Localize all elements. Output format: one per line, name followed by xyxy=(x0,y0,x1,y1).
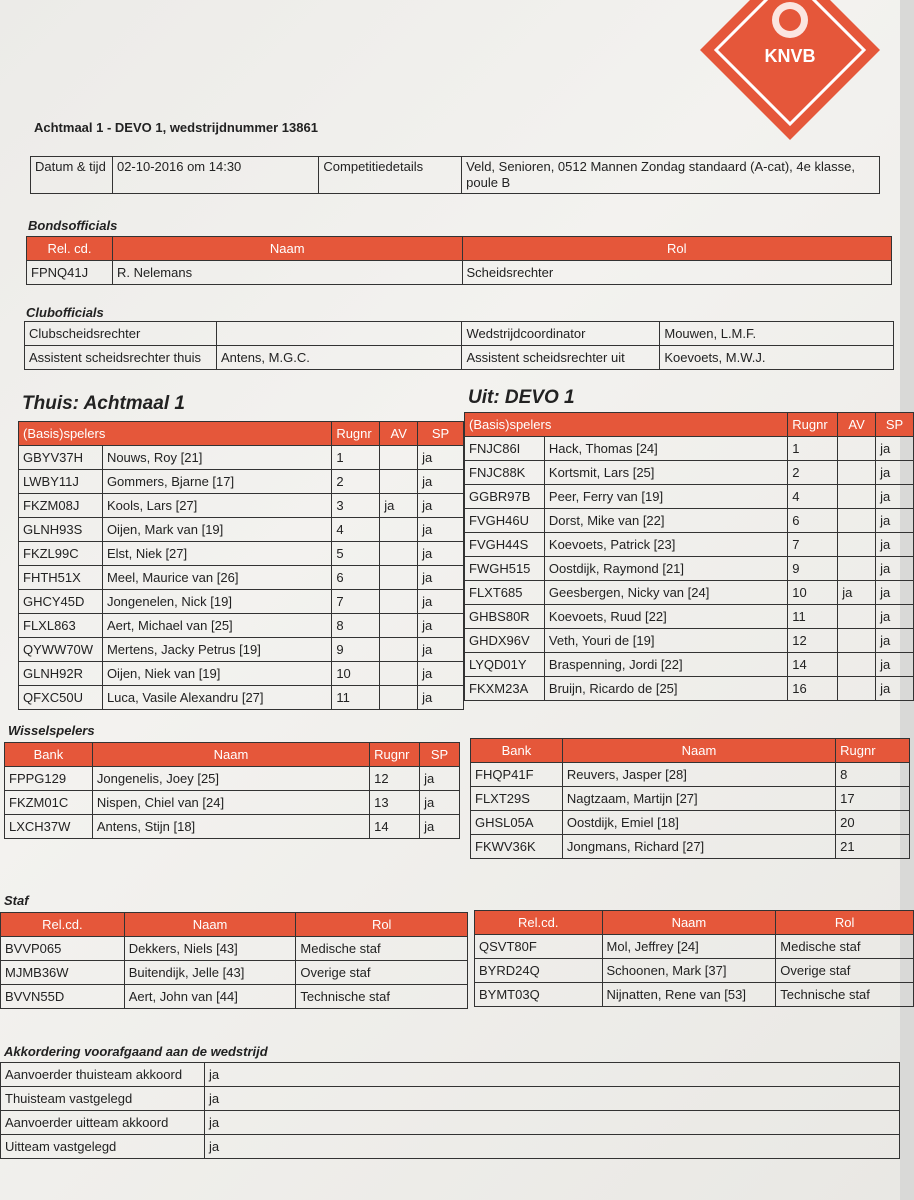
knvb-logo xyxy=(705,0,875,120)
home-col-av: AV xyxy=(380,422,418,446)
home-staff-table: Rel.cd. Naam Rol BVVP065 Dekkers, Niels [43] Medische staf MJMB36W Buitendijk, Jelle [43] Overige staf BVVN55D Aert, John van [44] Technische staf xyxy=(0,912,468,1009)
bonds-table xyxy=(26,236,892,285)
away-col-spelers: (Basis)spelers xyxy=(465,413,788,437)
table-row: FKXM23A Bruijn, Ricardo de [25] 16 ja xyxy=(465,677,914,701)
table-row: Aanvoerder uitteam akkoord ja xyxy=(1,1111,900,1135)
table-row: BYRD24Q Schoonen, Mark [37] Overige staf xyxy=(475,959,914,983)
table-row: FLXT685 Geesbergen, Nicky van [24] 10 ja ja xyxy=(465,581,914,605)
home-players-table xyxy=(18,421,464,710)
table-row: Thuisteam vastgelegd ja xyxy=(1,1087,900,1111)
table-row: FKWV36K Jongmans, Richard [27] 21 xyxy=(471,835,910,859)
home-team-heading: Thuis: Achtmaal 1 xyxy=(22,393,185,414)
table-row: QFXC50U Luca, Vasile Alexandru [27] 11 ja xyxy=(19,686,464,710)
table-row: GLNH93S Oijen, Mark van [19] 4 ja xyxy=(19,518,464,542)
datum-label: Datum & tijd xyxy=(31,157,113,194)
akkoord-table xyxy=(0,1062,900,1159)
subs-heading: Wisselspelers xyxy=(8,723,95,738)
table-row: FKZM01C Nispen, Chiel van [24] 13 ja xyxy=(5,791,460,815)
table-row: FPNQ41J R. Nelemans Scheidsrechter xyxy=(27,261,892,285)
home-subs-table: Bank Naam Rugnr SP FPPG129 Jongenelis, Joey [25] 12 ja FKZM01C Nispen, Chiel van [24] 13 ja LXCH37W Antens, Stijn [18] 14 ja xyxy=(4,742,460,839)
table-row: Clubscheidsrechter Wedstrijdcoordinator Mouwen, L.M.F. xyxy=(25,322,894,346)
club-heading: Clubofficials xyxy=(26,305,104,320)
club-table xyxy=(24,321,894,370)
table-row: Assistent scheidsrechter thuis Antens, M.G.C. Assistent scheidsrechter uit Koevoets, M.W.J. xyxy=(25,346,894,370)
table-row: FHTH51X Meel, Maurice van [26] 6 ja xyxy=(19,566,464,590)
table-row: QSVT80F Mol, Jeffrey [24] Medische staf xyxy=(475,935,914,959)
comp-value: Veld, Senioren, 0512 Mannen Zondag standaard (A-cat), 4e klasse, poule B xyxy=(462,157,880,194)
bonds-col-relcd: Rel. cd. xyxy=(27,237,113,261)
table-row: GHBS80R Koevoets, Ruud [22] 11 ja xyxy=(465,605,914,629)
away-col-rugnr: Rugnr xyxy=(788,413,838,437)
table-row: LYQD01Y Braspenning, Jordi [22] 14 ja xyxy=(465,653,914,677)
away-staff-table: Rel.cd. Naam Rol QSVT80F Mol, Jeffrey [24] Medische staf BYRD24Q Schoonen, Mark [37] Overige staf BYMT03Q Nijnatten, Rene van [53] Technische staf xyxy=(474,910,914,1007)
table-row: BYMT03Q Nijnatten, Rene van [53] Technische staf xyxy=(475,983,914,1007)
table-row: FNJC86I Hack, Thomas [24] 1 ja xyxy=(465,437,914,461)
table-row: FVGH46U Dorst, Mike van [22] 6 ja xyxy=(465,509,914,533)
staff-heading: Staf xyxy=(4,893,29,908)
table-row: QYWW70W Mertens, Jacky Petrus [19] 9 ja xyxy=(19,638,464,662)
page-title: Achtmaal 1 - DEVO 1, wedstrijdnummer 13861 xyxy=(34,120,318,135)
away-players-table xyxy=(464,412,914,701)
table-row: BVVN55D Aert, John van [44] Technische staf xyxy=(1,985,468,1009)
match-details-table xyxy=(30,156,880,194)
datum-value: 02-10-2016 om 14:30 xyxy=(112,157,318,194)
home-col-sp: SP xyxy=(418,422,464,446)
table-row: LXCH37W Antens, Stijn [18] 14 ja xyxy=(5,815,460,839)
bonds-col-naam: Naam xyxy=(112,237,462,261)
table-row: FLXT29S Nagtzaam, Martijn [27] 17 xyxy=(471,787,910,811)
table-row: FLXL863 Aert, Michael van [25] 8 ja xyxy=(19,614,464,638)
table-row: GGBR97B Peer, Ferry van [19] 4 ja xyxy=(465,485,914,509)
comp-label: Competitiedetails xyxy=(319,157,462,194)
table-row: GBYV37H Nouws, Roy [21] 1 ja xyxy=(19,446,464,470)
bonds-col-rol: Rol xyxy=(462,237,891,261)
table-row: FKZM08J Kools, Lars [27] 3 ja ja xyxy=(19,494,464,518)
away-col-sp: SP xyxy=(876,413,914,437)
table-row: MJMB36W Buitendijk, Jelle [43] Overige staf xyxy=(1,961,468,985)
away-col-av: AV xyxy=(838,413,876,437)
table-row: FWGH515 Oostdijk, Raymond [21] 9 ja xyxy=(465,557,914,581)
home-col-spelers: (Basis)spelers xyxy=(19,422,332,446)
table-row: FPPG129 Jongenelis, Joey [25] 12 ja xyxy=(5,767,460,791)
table-row: GHSL05A Oostdijk, Emiel [18] 20 xyxy=(471,811,910,835)
away-subs-table: Bank Naam Rugnr FHQP41F Reuvers, Jasper [28] 8 FLXT29S Nagtzaam, Martijn [27] 17 GHSL05A Oostdijk, Emiel [18] 20 FKWV36K Jongmans, Richard [27] 21 xyxy=(470,738,910,859)
home-col-rugnr: Rugnr xyxy=(332,422,380,446)
table-row: Uitteam vastgelegd ja xyxy=(1,1135,900,1159)
table-row: GHDX96V Veth, Youri de [19] 12 ja xyxy=(465,629,914,653)
table-row: GHCY45D Jongenelen, Nick [19] 7 ja xyxy=(19,590,464,614)
table-row: FKZL99C Elst, Niek [27] 5 ja xyxy=(19,542,464,566)
table-row: LWBY11J Gommers, Bjarne [17] 2 ja xyxy=(19,470,464,494)
akkoord-heading: Akkordering voorafgaand aan de wedstrijd xyxy=(4,1044,268,1059)
table-row: GLNH92R Oijen, Niek van [19] 10 ja xyxy=(19,662,464,686)
bonds-heading: Bondsofficials xyxy=(28,218,118,233)
table-row: FHQP41F Reuvers, Jasper [28] 8 xyxy=(471,763,910,787)
table-row: FVGH44S Koevoets, Patrick [23] 7 ja xyxy=(465,533,914,557)
table-row: BVVP065 Dekkers, Niels [43] Medische staf xyxy=(1,937,468,961)
logo-text: KNVB xyxy=(764,46,816,66)
away-team-heading: Uit: DEVO 1 xyxy=(468,387,575,408)
table-row: Aanvoerder thuisteam akkoord ja xyxy=(1,1063,900,1087)
table-row: FNJC88K Kortsmit, Lars [25] 2 ja xyxy=(465,461,914,485)
